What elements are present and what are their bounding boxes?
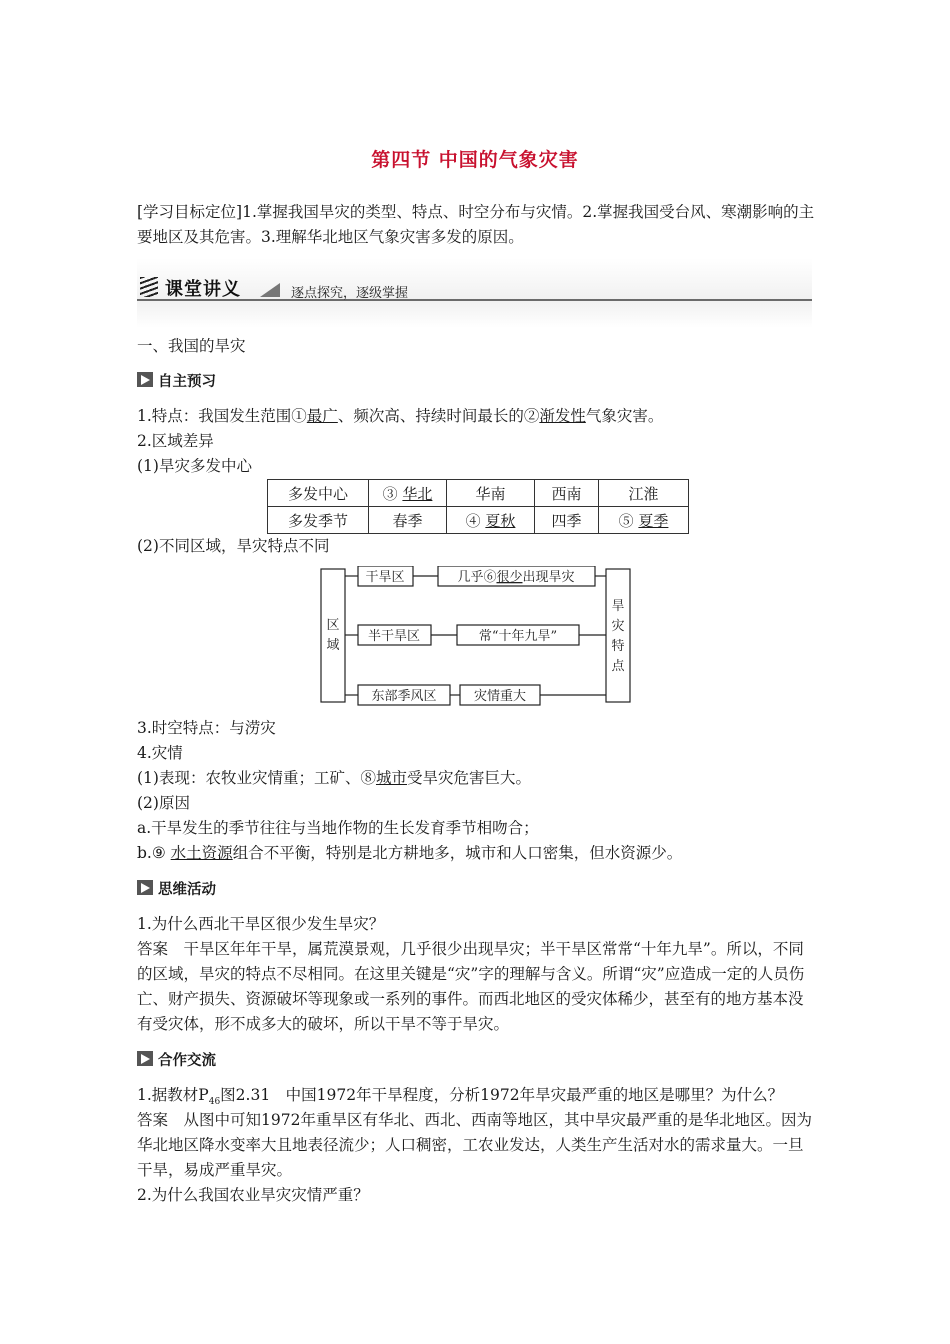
table-cell: 春季	[369, 507, 447, 534]
table-row	[268, 507, 689, 534]
preview-label: 自主预习	[158, 374, 216, 390]
region-box	[321, 569, 345, 702]
learning-objectives: [学习目标定位]1.掌握我国旱灾的类型、特点、时空分布与灾情。2.掌握我国受台风、寒潮影响的主要地区及其危害。3.理解华北地区气象灾害多发的原因。	[137, 203, 815, 246]
feature-char: 灾	[611, 619, 625, 634]
semiarid-label: 半干旱区	[367, 629, 421, 644]
arid-label: 干旱区	[365, 570, 405, 585]
section-heading: 一、我国的旱灾	[137, 337, 246, 355]
region-char: 区	[326, 618, 340, 633]
region-diagram	[320, 566, 636, 708]
cause-a: a.干旱发生的季节往往与当地作物的生长发育季节相吻合；	[137, 819, 539, 837]
centers-heading: (1)旱灾多发中心	[137, 457, 252, 475]
banner-title: 课堂讲义	[165, 279, 241, 300]
feature-char: 旱	[611, 599, 625, 614]
spatiotemporal-line: 3.时空特点：与涝灾	[137, 719, 276, 737]
cooperation-question-2: 2.为什么我国农业旱灾灾情严重？	[137, 1186, 369, 1204]
drought-centers-table	[267, 479, 689, 534]
cooperation-answer-1: 答案 从图中可知1972年重旱区有华北、西北、西南等地区，其中旱灾最严重的是华北地区。因为华北地区降水变率大且地表径流少；人口稠密，工农业发达，人类生产生活对水的需求量大。一旦干旱，易成严重旱灾。	[137, 1111, 812, 1179]
table-row	[268, 480, 689, 507]
manifestation-line: (1)表现：农牧业灾情重；工矿、⑧城市受旱灾危害巨大。	[137, 769, 531, 787]
triangle-icon	[260, 283, 280, 297]
table-cell: 西南	[535, 480, 599, 507]
cause-b: b.⑨ 水土资源组合不平衡，特别是北方耕地多，城市和人口密集，但水资源少。	[137, 844, 683, 862]
feature-char: 特	[611, 639, 625, 654]
regional-diff-heading: 2.区域差异	[137, 432, 214, 450]
thinking-question: 1.为什么西北干旱区很少发生旱灾？	[137, 915, 385, 933]
monsoon-label: 东部季风区	[371, 689, 437, 704]
disaster-heading: 4.灾情	[137, 744, 183, 762]
arid-desc: 几乎⑥很少出现旱灾	[457, 570, 575, 585]
table-cell: 江淮	[599, 480, 689, 507]
region-features-heading: (2)不同区域，旱灾特点不同	[137, 537, 330, 555]
play-icon	[137, 880, 153, 895]
cooperation-label: 合作交流	[158, 1053, 216, 1069]
page-title: 第四节 中国的气象灾害	[371, 149, 579, 171]
play-icon	[137, 1051, 153, 1066]
monsoon-desc: 灾情重大	[473, 689, 527, 704]
stripes-icon	[140, 277, 158, 297]
feature-line: 1.特点：我国发生范围①最广、频次高、持续时间最长的②渐发性气象灾害。	[137, 407, 664, 425]
cooperation-question-1: 1.据教材$P_{46}$图2.31 中国1972年干旱程度，分析1972年旱灾最严重的地区是哪里？为什么？	[137, 1086, 784, 1108]
feature-box	[606, 569, 630, 702]
table-cell: 华南	[447, 480, 535, 507]
table-cell: 四季	[535, 507, 599, 534]
table-cell: ④ 夏秋	[447, 507, 535, 534]
semiarid-desc: 常“十年九旱”	[478, 629, 558, 644]
banner-subtitle: 逐点探究，逐级掌握	[291, 286, 409, 301]
thinking-answer: 答案 干旱区年年干旱，属荒漠景观，几乎很少出现旱灾；半干旱区常常“十年九旱”。所以，不同的区域，旱灾的特点不尽相同。在这里关键是“灾”字的理解与含义。所谓“灾”应造成一定的人员伤亡、财产损失、资源破坏等现象或一系列的事件。而西北地区的受灾体稀少，甚至有的地方基本没有受灾体，形不成多大的破坏，所以干旱不等于旱灾。	[137, 940, 805, 1033]
table-cell: ③ 华北	[369, 480, 447, 507]
region-char: 域	[326, 638, 340, 653]
feature-char: 点	[611, 659, 625, 674]
cause-heading: (2)原因	[137, 794, 190, 812]
play-icon	[137, 372, 153, 387]
table-cell: ⑤ 夏季	[599, 507, 689, 534]
thinking-label: 思维活动	[158, 882, 216, 898]
table-cell: 多发中心	[268, 480, 369, 507]
table-cell: 多发季节	[268, 507, 369, 534]
